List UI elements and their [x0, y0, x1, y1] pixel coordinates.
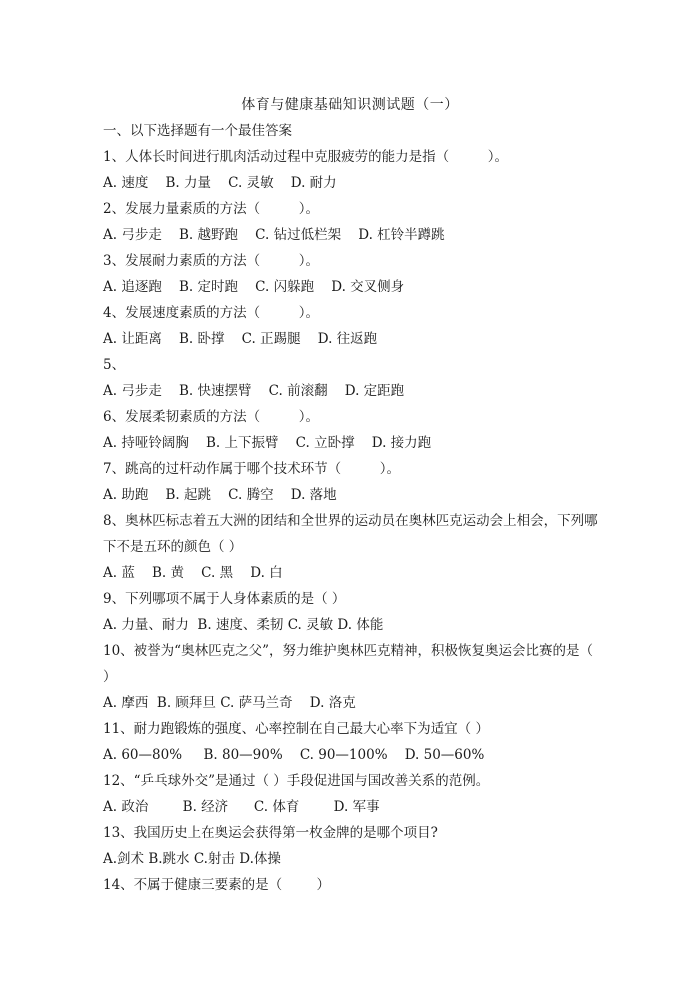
- question-line: 5、: [103, 357, 126, 373]
- question-list: [103, 118, 603, 898]
- answer-options-line: A. 摩西 B. 顾拜旦 C. 萨马兰奇 D. 洛克: [103, 695, 356, 711]
- question-line: 6、发展柔韧素质的方法（ ）。: [103, 409, 319, 425]
- answer-options-line: A. 弓步走 B. 快速摆臂 C. 前滚翻 D. 定距跑: [103, 383, 405, 399]
- answer-options-line: A. 60—80% B. 80—90% C. 90—100% D. 50—60%: [103, 747, 485, 763]
- question-line: 2、发展力量素质的方法（ ）。: [103, 201, 319, 217]
- section-heading: 一、以下选择题有一个最佳答案: [103, 123, 292, 139]
- question-line: 13、我国历史上在奥运会获得第一枚金牌的是哪个项目?: [103, 825, 438, 841]
- question-line: 1、人体长时间进行肌肉活动过程中克服疲劳的能力是指（ ）。: [103, 149, 508, 165]
- answer-options-line: A. 弓步走 B. 越野跑 C. 钻过低栏架 D. 杠铃半蹲跳: [103, 227, 445, 243]
- question-line: 14、不属于健康三要素的是（ ）: [103, 877, 331, 893]
- answer-options-line: A. 让距离 B. 卧撑 C. 正踢腿 D. 往返跑: [103, 331, 378, 347]
- answer-options-line: A.剑术 B.跳水 C.射击 D.体操: [103, 851, 281, 867]
- question-line: 4、发展速度素质的方法（ ）。: [103, 305, 319, 321]
- answer-options-line: A. 政治 B. 经济 C. 体育 D. 军事: [103, 799, 380, 815]
- answer-options-line: A. 持哑铃阔胸 B. 上下振臂 C. 立卧撑 D. 接力跑: [103, 435, 432, 451]
- question-line: 9、下列哪项不属于人身体素质的是（ ）: [103, 591, 346, 607]
- question-line: 8、奥林匹标志着五大洲的团结和全世界的运动员在奥林匹克运动会上相会，下列哪下不是五环的颜色（ ）: [103, 513, 598, 555]
- answer-options-line: A. 速度 B. 力量 C. 灵敏 D. 耐力: [103, 175, 337, 191]
- question-line: 12、“乒乓球外交”是通过（ ）手段促进国与国改善关系的范例。: [103, 773, 490, 789]
- question-line: 10、被誉为“奥林匹克之父”，努力维护奥林匹克精神，积极恢复奥运会比赛的是（ ）: [103, 643, 593, 685]
- question-line: 7、跳高的过杆动作属于哪个技术环节（ ）。: [103, 461, 400, 477]
- answer-options-line: A. 蓝 B. 黄 C. 黑 D. 白: [103, 565, 283, 581]
- document-title: 体育与健康基础知识测试题（一）: [241, 97, 459, 113]
- answer-options-line: A. 追逐跑 B. 定时跑 C. 闪躲跑 D. 交叉侧身: [103, 279, 405, 295]
- answer-options-line: A. 力量、耐力 B. 速度、柔韧 C. 灵敏 D. 体能: [103, 617, 384, 633]
- question-line: 11、耐力跑锻炼的强度、心率控制在自己最大心率下为适宜（ ）: [103, 721, 489, 737]
- question-line: 3、发展耐力素质的方法（ ）。: [103, 253, 319, 269]
- answer-options-line: A. 助跑 B. 起跳 C. 腾空 D. 落地: [103, 487, 337, 503]
